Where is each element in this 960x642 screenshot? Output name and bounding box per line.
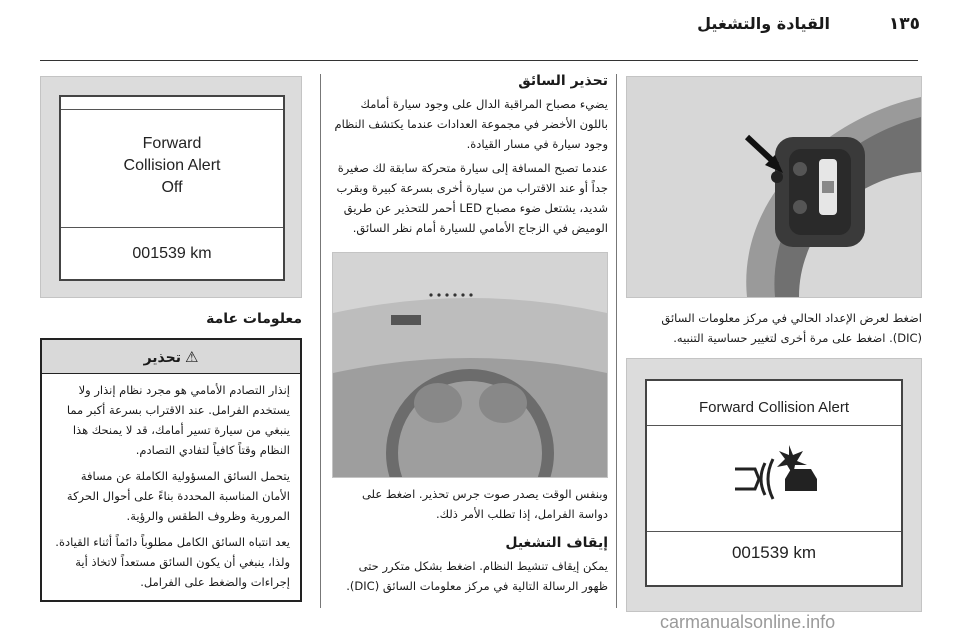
- right-column: [626, 70, 922, 612]
- dic-display: [645, 379, 903, 587]
- dic-off-figure: [40, 76, 302, 298]
- header-rule: [40, 60, 918, 61]
- windshield-hud-figure: [332, 252, 608, 478]
- warning-triangle-icon: ⚠: [184, 348, 199, 366]
- warning-paragraph: يتحمل السائق المسؤولية الكاملة عن مسافة الأمان المناسبة المحددة بناءً على أحوال الحركة المرورية وظروف الطقس والرؤية.: [66, 469, 290, 523]
- page-header: [0, 8, 960, 40]
- body-paragraph: عندما تصبح المسافة إلى سيارة متحركة سابقة لك صغيرة جداً أو عند الاقتراب من سيارة أخرى بسرعة كبيرة وبقرب شديد، يشتعل ضوء مصباح LED أحمر للتحذير عن طريق الوميض في الزجاج الأمامي للسيارة أمام نظر السائق.: [336, 161, 608, 235]
- wheel-figure-caption: اضغط لعرض الإعداد الحالي في مركز معلومات السائق (DIC). اضغط على مرة أخرى لتغيير حساسية التنبيه.: [661, 311, 922, 345]
- dic-display: [59, 95, 285, 281]
- collision-alert-icon: [729, 439, 825, 509]
- column-separator: [616, 74, 617, 608]
- section-heading-general-info: معلومات عامة: [206, 311, 302, 327]
- chapter-title: القيادة والتشغيل: [697, 14, 830, 33]
- dic-alert-title: Forward Collision Alert: [698, 399, 850, 416]
- column-separator: [320, 74, 321, 608]
- left-column: [40, 70, 302, 602]
- dic-alert-figure: [626, 358, 922, 612]
- warning-paragraph: يعد انتباه السائق الكامل مطلوباً دائماً أثناء القيادة. ولذا، ينبغي أن يكون السائق مستعداً لاتخاذ أية إجراءات والضغط على الفرامل.: [55, 535, 290, 589]
- dic-divider: [61, 227, 283, 228]
- dashboard-illustration: [333, 253, 607, 477]
- watermark: carmanualsonline.info: [660, 612, 836, 632]
- body-paragraph: يمكن إيقاف تنشيط النظام. اضغط بشكل متكرر حتى ظهور الرسالة التالية في مركز معلومات السائق (DIC).: [346, 559, 608, 593]
- warning-header: [42, 340, 300, 374]
- dic-divider: [647, 425, 901, 426]
- dic-odometer: 001539 km: [731, 543, 817, 562]
- steering-wheel-figure: [626, 76, 922, 298]
- warning-body: [42, 374, 300, 600]
- dic-divider: [647, 531, 901, 532]
- section-heading-driver-alert: تحذير السائق: [518, 73, 608, 89]
- warning-paragraph: إنذار التصادم الأمامي هو مجرد نظام إنذار ولا يستخدم الفرامل. عند الاقتراب بسرعة أكبر مما ينبغي من سيارة تسير أمامك، قد لا يمنحك هذا النظام وقتاً كافياً لتفادي التصادم.: [66, 383, 290, 457]
- dic-message-line: Off: [161, 179, 183, 196]
- dic-message-line: Collision Alert: [123, 157, 221, 174]
- body-paragraph: وبنفس الوقت يصدر صوت جرس تحذير. اضغط على دواسة الفرامل، إذا تطلب الأمر ذلك.: [361, 487, 608, 521]
- section-heading-deactivation: إيقاف التشغيل: [505, 535, 608, 551]
- middle-column: [332, 70, 608, 596]
- page-number: ١٣٥: [888, 14, 920, 34]
- dic-odometer: 001539 km: [132, 245, 212, 262]
- warning-title: تحذير: [143, 350, 181, 366]
- warning-box: [40, 338, 302, 602]
- dic-message-line: Forward: [142, 135, 202, 152]
- steering-wheel-illustration: [627, 77, 921, 297]
- dic-divider: [61, 109, 283, 110]
- body-paragraph: يضيء مصباح المراقبة الدال على وجود سيارة أمامك باللون الأخضر في مجموعة العدادات عندما يكتشف النظام وجود سيارة في مسار القيادة.: [334, 97, 608, 151]
